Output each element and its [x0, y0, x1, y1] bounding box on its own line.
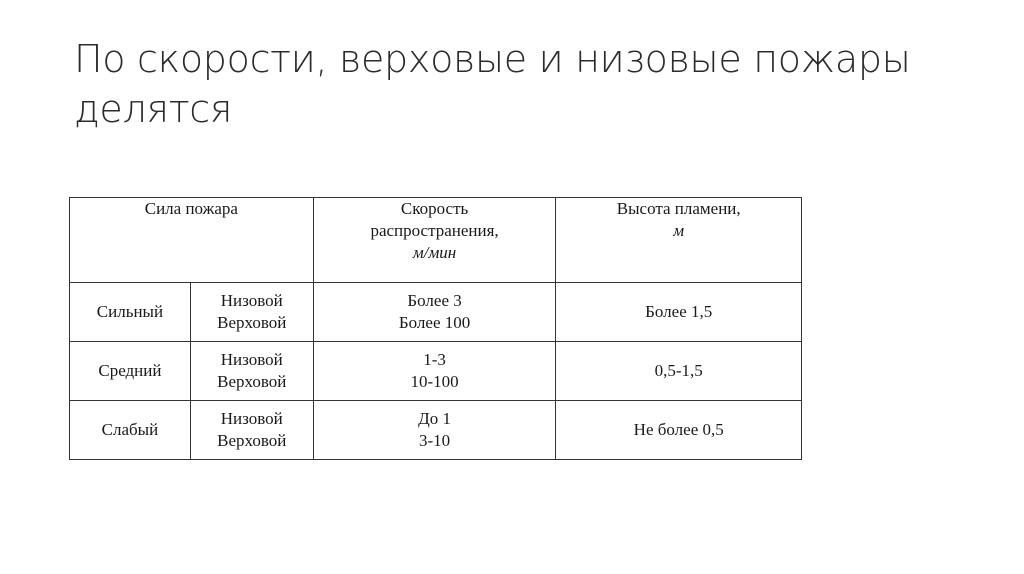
speed-cell	[313, 401, 556, 460]
strength-cell: Слабый	[70, 401, 191, 460]
fire-classification-table	[69, 197, 802, 460]
header-height	[556, 198, 802, 283]
height-cell: Более 1,5	[556, 283, 802, 342]
header-speed-line1: Скорость	[400, 199, 469, 218]
header-speed-unit: м/мин	[412, 243, 457, 262]
fire-type-crown: Верховой	[217, 372, 287, 391]
fire-type-crown: Верховой	[217, 313, 287, 332]
speed-crown: 3-10	[418, 431, 451, 450]
speed-cell	[313, 342, 556, 401]
fire-type-cell	[190, 283, 313, 342]
height-cell: 0,5-1,5	[556, 342, 802, 401]
header-speed-line2: распространения,	[370, 221, 499, 240]
slide-title: По скорости, верховые и низовые пожары делятся	[74, 37, 911, 131]
table-header-row	[70, 198, 802, 283]
fire-type-ground: Низовой	[220, 409, 283, 428]
strength-cell: Сильный	[70, 283, 191, 342]
header-height-unit: м	[673, 221, 685, 240]
fire-type-ground: Низовой	[220, 291, 283, 310]
header-strength	[70, 198, 314, 283]
header-height-line1: Высота пламени,	[616, 199, 741, 218]
table-row	[70, 342, 802, 401]
height-cell: Не более 0,5	[556, 401, 802, 460]
table-row	[70, 283, 802, 342]
table-row	[70, 401, 802, 460]
speed-crown: 10-100	[410, 372, 459, 391]
strength-cell: Средний	[70, 342, 191, 401]
fire-type-cell	[190, 401, 313, 460]
speed-ground: До 1	[418, 409, 451, 428]
fire-type-cell	[190, 342, 313, 401]
speed-ground: Более 3	[407, 291, 462, 310]
fire-type-ground: Низовой	[220, 350, 283, 369]
speed-cell	[313, 283, 556, 342]
header-strength-label: Сила пожара	[144, 199, 238, 218]
speed-ground: 1-3	[423, 350, 446, 369]
fire-type-crown: Верховой	[217, 431, 287, 450]
header-speed	[313, 198, 556, 283]
speed-crown: Более 100	[398, 313, 471, 332]
